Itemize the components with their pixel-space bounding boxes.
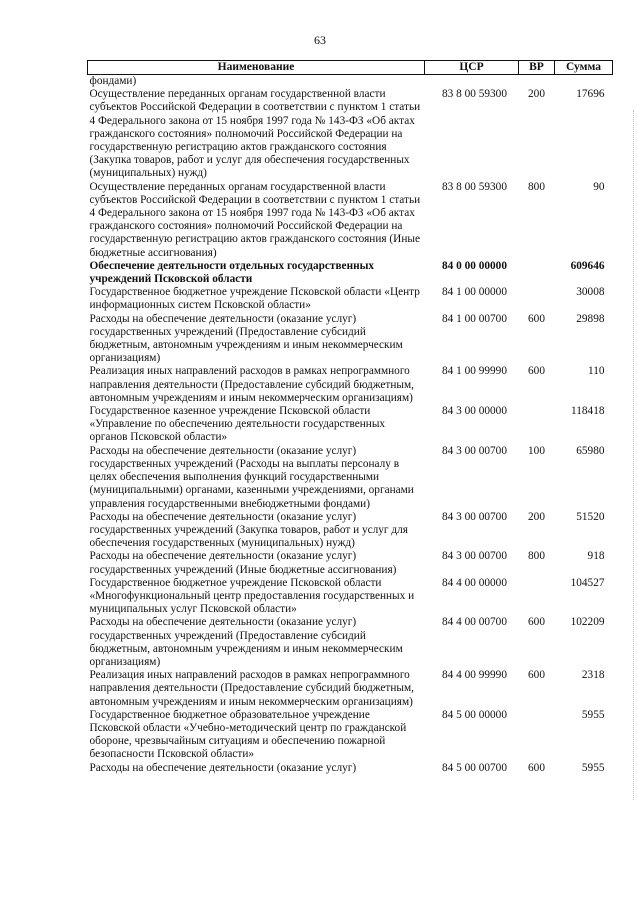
row-sum-cell: 5955 <box>581 761 605 774</box>
column-header-csr: ЦСР <box>425 61 519 75</box>
table-row <box>88 313 613 366</box>
row-csr-cell: 84 1 00 99990 <box>442 365 507 378</box>
table-row <box>88 365 613 405</box>
table-row <box>88 511 613 551</box>
row-vr-cell <box>519 286 555 312</box>
table-row <box>88 88 613 180</box>
column-header-sum: Сумма <box>555 61 613 75</box>
table-row <box>88 762 613 775</box>
row-name-cell: Государственное казенное учреждение Псковской области «Управление по обеспечению деятельности государственных органов Псковской области» <box>89 405 386 444</box>
table-header-row <box>88 61 613 75</box>
row-vr-cell: 100 <box>528 444 545 457</box>
row-csr-cell <box>425 75 519 89</box>
row-csr-cell: 84 3 00 00700 <box>442 444 507 457</box>
row-name-cell: Расходы на обеспечение деятельности (оказание услуг) <box>89 761 357 774</box>
row-name-cell: Реализация иных направлений расходов в рамках непрограммного направления деятельности (Предоставление субсидий бюджетным, автономным учреждениям и иным некоммерческим организациям) <box>89 669 414 708</box>
row-csr-cell: 83 8 00 59300 <box>442 88 507 101</box>
row-sum-cell: 104527 <box>570 576 605 589</box>
row-name-cell: Осуществление переданных органам государственной власти субъектов Российской Федерации в соответствии с пунктом 1 статьи 4 Федерального закона от 15 ноября 1997 года № 143-ФЗ «Об актах гражданского состояния» полномочий Российской Федерации на государственную регистрацию актов гражданского состояния (Закупка товаров, работ и услуг для обеспечения государственных (муниципальных) нужд) <box>89 88 421 180</box>
row-sum-cell: 2318 <box>581 669 605 682</box>
table-row <box>88 550 613 576</box>
row-csr-cell: 84 4 00 00000 <box>442 576 507 589</box>
row-vr-cell: 600 <box>528 761 545 774</box>
table-row <box>88 577 613 617</box>
table-row <box>88 709 613 762</box>
row-vr-cell <box>519 75 555 89</box>
row-sum-cell <box>555 75 613 89</box>
table-row <box>88 260 613 286</box>
row-sum-cell: 17696 <box>576 88 605 101</box>
row-name-cell: фондами) <box>89 75 137 87</box>
row-csr-cell: 84 4 00 99990 <box>442 669 507 682</box>
scan-edge-line <box>632 110 634 800</box>
row-csr-cell: 84 0 00 00000 <box>442 259 507 272</box>
row-sum-cell: 918 <box>587 550 605 563</box>
table-row <box>88 405 613 445</box>
row-csr-cell: 84 3 00 00700 <box>442 510 507 523</box>
row-csr-cell: 84 5 00 00700 <box>442 761 507 774</box>
row-name-cell: Государственное бюджетное учреждение Псковской области «Центр информационных систем Псковской области» <box>89 286 420 312</box>
row-csr-cell: 84 1 00 00700 <box>442 312 507 325</box>
row-csr-cell: 84 5 00 00000 <box>442 708 507 721</box>
row-name-cell: Государственное бюджетное образовательное учреждение Псковской области «Учебно-методический центр по гражданской обороне, чрезвычайным ситуациям и обеспечению пожарной безопасности Псковской области» <box>89 708 407 761</box>
table-row <box>88 445 613 511</box>
row-sum-cell: 110 <box>587 365 605 378</box>
row-vr-cell: 800 <box>528 550 545 563</box>
row-sum-cell: 609646 <box>570 259 605 272</box>
row-vr-cell <box>519 405 555 445</box>
row-name-cell: Расходы на обеспечение деятельности (оказание услуг) государственных учреждений (Иные бюджетные ассигнования) <box>89 550 397 576</box>
row-sum-cell: 51520 <box>576 510 605 523</box>
row-vr-cell: 600 <box>528 669 545 682</box>
row-vr-cell: 600 <box>528 312 545 325</box>
column-header-name: Наименование <box>88 61 425 75</box>
budget-table <box>87 60 613 775</box>
table-row <box>88 286 613 312</box>
row-csr-cell: 84 3 00 00700 <box>442 550 507 563</box>
row-sum-cell: 90 <box>593 180 605 193</box>
row-vr-cell: 200 <box>528 510 545 523</box>
row-sum-cell: 102209 <box>570 616 605 629</box>
row-sum-cell: 29898 <box>576 312 605 325</box>
row-name-cell: Расходы на обеспечение деятельности (оказание услуг) государственных учреждений (Расходы на выплаты персоналу в целях обеспечения выполнения функций государственными (муниципальными) органами, казенными учреждениями, органами управления государственными внебюджетными фондами) <box>89 444 414 510</box>
row-vr-cell: 600 <box>528 365 545 378</box>
row-csr-cell: 84 4 00 00700 <box>442 616 507 629</box>
table-row <box>88 75 613 89</box>
row-vr-cell: 600 <box>528 616 545 629</box>
row-sum-cell: 30008 <box>576 286 605 299</box>
row-name-cell: Обеспечение деятельности отдельных государственных учреждений Псковской области <box>89 259 375 286</box>
row-sum-cell: 118418 <box>571 405 605 418</box>
row-vr-cell: 800 <box>528 180 545 193</box>
row-csr-cell: 84 3 00 00000 <box>442 405 507 418</box>
column-header-vr: ВР <box>519 61 555 75</box>
row-sum-cell: 5955 <box>581 708 605 721</box>
row-vr-cell <box>519 577 555 617</box>
row-sum-cell: 65980 <box>576 444 605 457</box>
row-vr-cell: 200 <box>528 88 545 101</box>
row-name-cell: Расходы на обеспечение деятельности (оказание услуг) государственных учреждений (Предоставление субсидий бюджетным, автономным учреждениям и иным некоммерческим организациям) <box>89 312 403 365</box>
table-row <box>88 181 613 260</box>
budget-table-container <box>87 60 612 775</box>
row-name-cell: Реализация иных направлений расходов в рамках непрограммного направления деятельности (Предоставление субсидий бюджетным, автономным учреждениям и иным некоммерческим организациям) <box>89 365 414 404</box>
row-name-cell: Государственное бюджетное учреждение Псковской области «Многофункциональный центр предоставления государственных и муниципальных услуг Псковской области» <box>89 576 415 616</box>
row-vr-cell <box>519 709 555 762</box>
row-csr-cell: 83 8 00 59300 <box>442 180 507 193</box>
row-name-cell: Расходы на обеспечение деятельности (оказание услуг) государственных учреждений (Закупка товаров, работ и услуг для обеспечения государственных (муниципальных) нужд) <box>89 510 408 550</box>
row-vr-cell <box>519 260 555 286</box>
table-row <box>88 616 613 669</box>
page-number: 63 <box>314 33 326 47</box>
row-name-cell: Расходы на обеспечение деятельности (оказание услуг) государственных учреждений (Предоставление субсидий бюджетным, автономным учреждениям и иным некоммерческим организациям) <box>89 616 403 668</box>
table-row <box>88 669 613 709</box>
row-csr-cell: 84 1 00 00000 <box>442 286 507 299</box>
row-name-cell: Осуществление переданных органам государственной власти субъектов Российской Федерации в соответствии с пунктом 1 статьи 4 Федерального закона от 15 ноября 1997 года № 143-ФЗ «Об актах гражданского состояния» полномочий Российской Федерации на государственную регистрацию актов гражданского состояния (Иные бюджетные ассигнования) <box>89 180 421 259</box>
